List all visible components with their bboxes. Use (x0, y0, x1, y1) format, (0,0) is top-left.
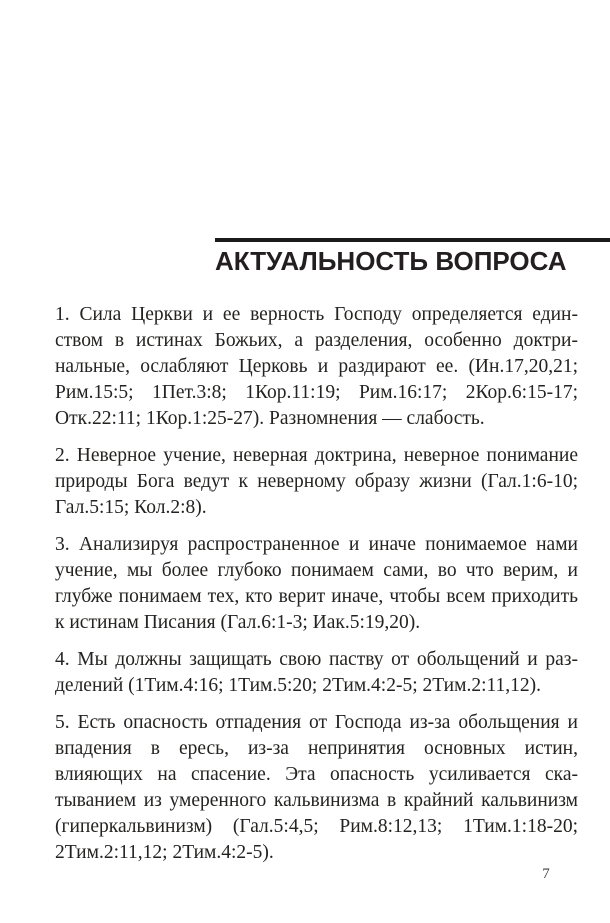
page-number: 7 (542, 866, 550, 882)
body-paragraph-2: 2. Неверное учение, неверная доктрина, неверное понимание природы Бога ведут к неверному образу жизни (Гал.1:6-10; Гал.5:15; Кол.2:8). (55, 445, 578, 518)
body-paragraph-5: 5. Есть опасность отпадения от Господа из-за обольщения и впадения в ересь, из-за непринятия основных истин, влияющих на спасение. Эта опасность усиливается скатыванием из умеренного кальвинизма в крайний кальвинизм (гиперкальвинизм) (Гал.5:4,5; Рим.8:12,13; 1Тим.1:18-20; 2Тим.2:11,12; 2Тим.4:2-5). (55, 712, 578, 863)
chapter-title-block (215, 238, 610, 276)
body-paragraph-1: 1. Сила Церкви и ее верность Господу определяется единством в истинах Божьих, а разделения, особенно доктринальные, ослабляют Церковь и раздирают ее. (Ин.17,20,21; Рим.15:5; 1Пет.3:8; 1Кор.11:19; Рим.16:17; 2Кор.6:15-17; Отк.22:11; 1Кор.1:25-27). Разномнения — слабость. (55, 304, 578, 429)
body-paragraph-3: 3. Анализируя распространенное и иначе понимаемое нами учение, мы более глубоко понимаем сами, во что верим, и глубже понимаем тех, кто верит иначе, чтобы всем приходить к истинам Писания (Гал.6:1-3; Иак.5:19,20). (55, 534, 578, 633)
body-text (55, 302, 578, 877)
page-title: АКТУАЛЬНОСТЬ ВОПРОСА (215, 246, 567, 276)
body-paragraph-4: 4. Мы должны защищать свою паству от обольщений и разделений (1Тим.4:16; 1Тим.5:20; 2Тим.4:2-5; 2Тим.2:11,12). (55, 649, 578, 696)
